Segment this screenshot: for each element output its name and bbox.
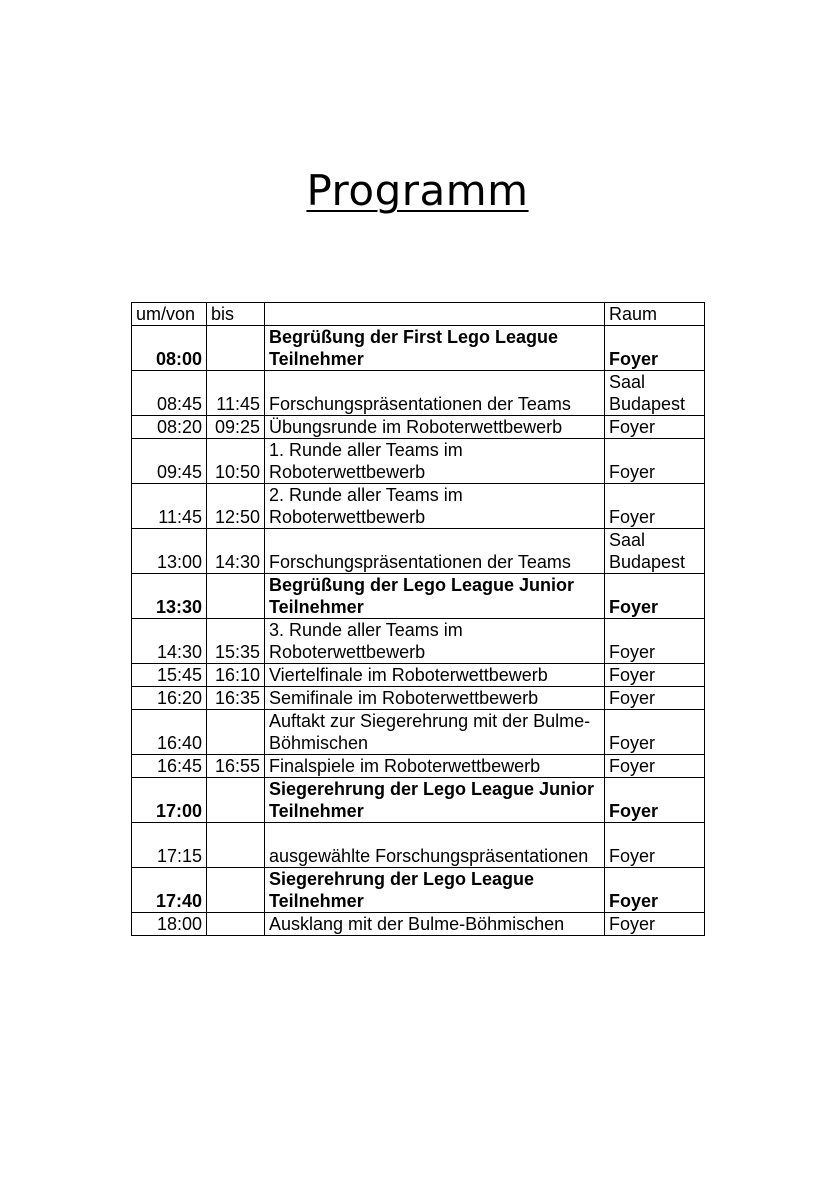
header-programmpunkt bbox=[265, 303, 605, 326]
cell-programmpunkt: Forschungspräsentationen der Teams bbox=[265, 529, 605, 574]
cell-raum: Foyer bbox=[605, 619, 705, 664]
table-header-row bbox=[132, 303, 705, 326]
cell-von: 09:45 bbox=[132, 439, 207, 484]
table-row bbox=[132, 439, 705, 484]
cell-raum: Foyer bbox=[605, 664, 705, 687]
cell-bis: 09:25 bbox=[207, 416, 265, 439]
cell-bis: 12:50 bbox=[207, 484, 265, 529]
cell-bis bbox=[207, 710, 265, 755]
cell-von: 15:45 bbox=[132, 664, 207, 687]
cell-programmpunkt: 2. Runde aller Teams im Roboterwettbewerb bbox=[265, 484, 605, 529]
cell-bis: 15:35 bbox=[207, 619, 265, 664]
header-von: um/von bbox=[132, 303, 207, 326]
cell-von: 08:45 bbox=[132, 371, 207, 416]
table-row bbox=[132, 416, 705, 439]
table-row bbox=[132, 529, 705, 574]
cell-von: 17:15 bbox=[132, 823, 207, 868]
cell-raum: Foyer bbox=[605, 574, 705, 619]
cell-programmpunkt: Auftakt zur Siegerehrung mit der Bulme-Böhmischen bbox=[265, 710, 605, 755]
table-row bbox=[132, 326, 705, 371]
cell-von: 14:30 bbox=[132, 619, 207, 664]
cell-raum: Saal Budapest bbox=[605, 529, 705, 574]
table-row bbox=[132, 371, 705, 416]
cell-von: 18:00 bbox=[132, 913, 207, 936]
cell-raum: Foyer bbox=[605, 326, 705, 371]
cell-von: 08:20 bbox=[132, 416, 207, 439]
table-row bbox=[132, 778, 705, 823]
cell-raum: Foyer bbox=[605, 913, 705, 936]
cell-programmpunkt: ausgewählte Forschungspräsentationen bbox=[265, 823, 605, 868]
cell-programmpunkt: Semifinale im Roboterwettbewerb bbox=[265, 687, 605, 710]
cell-bis: 11:45 bbox=[207, 371, 265, 416]
cell-bis: 16:10 bbox=[207, 664, 265, 687]
cell-von: 16:45 bbox=[132, 755, 207, 778]
cell-raum: Foyer bbox=[605, 439, 705, 484]
cell-von: 13:30 bbox=[132, 574, 207, 619]
cell-von: 17:40 bbox=[132, 868, 207, 913]
cell-raum: Foyer bbox=[605, 710, 705, 755]
program-table bbox=[131, 302, 705, 936]
cell-raum: Foyer bbox=[605, 416, 705, 439]
cell-bis bbox=[207, 778, 265, 823]
cell-raum: Saal Budapest bbox=[605, 371, 705, 416]
cell-bis: 10:50 bbox=[207, 439, 265, 484]
page-title: Programm bbox=[306, 166, 529, 215]
cell-bis bbox=[207, 913, 265, 936]
cell-raum: Foyer bbox=[605, 868, 705, 913]
cell-programmpunkt: 3. Runde aller Teams im Roboterwettbewerb bbox=[265, 619, 605, 664]
cell-raum: Foyer bbox=[605, 484, 705, 529]
cell-programmpunkt: Siegerehrung der Lego League Junior Teilnehmer bbox=[265, 778, 605, 823]
table-row bbox=[132, 484, 705, 529]
cell-bis: 16:35 bbox=[207, 687, 265, 710]
cell-programmpunkt: Begrüßung der Lego League Junior Teilnehmer bbox=[265, 574, 605, 619]
cell-raum: Foyer bbox=[605, 687, 705, 710]
header-bis: bis bbox=[207, 303, 265, 326]
cell-von: 11:45 bbox=[132, 484, 207, 529]
cell-programmpunkt: Viertelfinale im Roboterwettbewerb bbox=[265, 664, 605, 687]
cell-bis bbox=[207, 823, 265, 868]
table-row bbox=[132, 619, 705, 664]
cell-raum: Foyer bbox=[605, 755, 705, 778]
cell-programmpunkt: 1. Runde aller Teams im Roboterwettbewerb bbox=[265, 439, 605, 484]
table-row bbox=[132, 574, 705, 619]
cell-von: 13:00 bbox=[132, 529, 207, 574]
cell-programmpunkt: Ausklang mit der Bulme-Böhmischen bbox=[265, 913, 605, 936]
cell-programmpunkt: Übungsrunde im Roboterwettbewerb bbox=[265, 416, 605, 439]
cell-programmpunkt: Begrüßung der First Lego League Teilnehmer bbox=[265, 326, 605, 371]
table-row bbox=[132, 913, 705, 936]
cell-bis bbox=[207, 574, 265, 619]
table-row bbox=[132, 664, 705, 687]
cell-von: 08:00 bbox=[132, 326, 207, 371]
table-row bbox=[132, 710, 705, 755]
cell-bis: 14:30 bbox=[207, 529, 265, 574]
cell-bis bbox=[207, 326, 265, 371]
table-row bbox=[132, 823, 705, 868]
header-raum: Raum bbox=[605, 303, 705, 326]
cell-von: 17:00 bbox=[132, 778, 207, 823]
cell-raum: Foyer bbox=[605, 823, 705, 868]
cell-von: 16:20 bbox=[132, 687, 207, 710]
table-row bbox=[132, 755, 705, 778]
cell-programmpunkt: Forschungspräsentationen der Teams bbox=[265, 371, 605, 416]
cell-von: 16:40 bbox=[132, 710, 207, 755]
table-row bbox=[132, 687, 705, 710]
cell-bis bbox=[207, 868, 265, 913]
cell-programmpunkt: Finalspiele im Roboterwettbewerb bbox=[265, 755, 605, 778]
cell-bis: 16:55 bbox=[207, 755, 265, 778]
table-row bbox=[132, 868, 705, 913]
cell-programmpunkt: Siegerehrung der Lego League Teilnehmer bbox=[265, 868, 605, 913]
cell-raum: Foyer bbox=[605, 778, 705, 823]
